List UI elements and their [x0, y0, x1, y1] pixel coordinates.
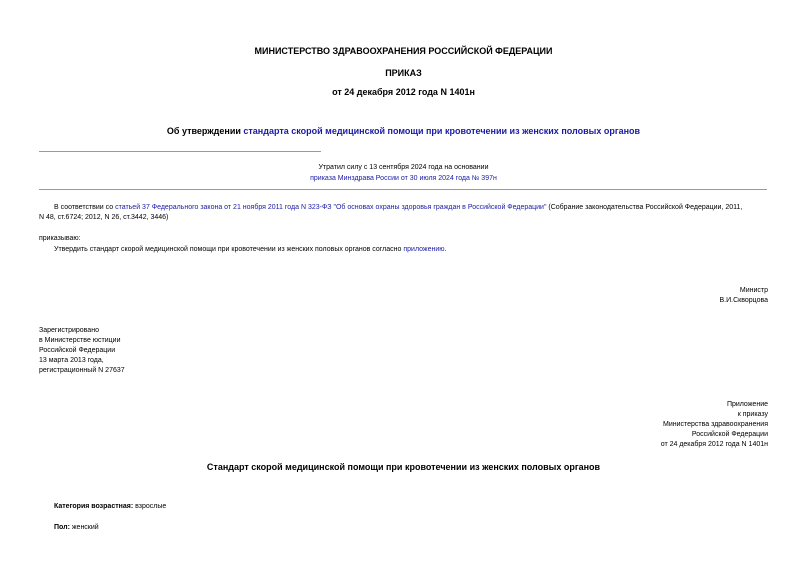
registration-block [39, 326, 125, 376]
approve-end: . [444, 246, 447, 253]
appendix-block [661, 400, 768, 450]
preamble-text-before: В соответствии со [54, 204, 116, 211]
sex-value: женский [69, 524, 99, 531]
sex-label: Пол: [54, 524, 70, 531]
approve-text: Утвердить стандарт скорой медицинской помощи при кровотечении из женских половых органов согласно [54, 246, 404, 253]
approve-paragraph [54, 245, 447, 255]
registration-line-5: регистрационный N 27637 [39, 367, 125, 374]
divider-short [39, 151, 321, 152]
ministry-heading: МИНИСТЕРСТВО ЗДРАВООХРАНЕНИЯ РОССИЙСКОЙ ФЕДЕРАЦИИ [254, 46, 553, 56]
appendix-line-2: к приказу [737, 411, 768, 418]
appendix-line-5: от 24 декабря 2012 года N 1401н [660, 441, 768, 448]
appendix-link[interactable]: приложению [403, 246, 445, 253]
repeal-order-link[interactable]: приказа Минздрава России от 30 июля 2024 года № 397н [310, 175, 497, 182]
prikazyvayu: приказываю: [39, 235, 81, 242]
status-line-1: Утратил силу с 13 сентября 2024 года на основании [318, 164, 489, 171]
registration-line-4: 13 марта 2013 года, [39, 357, 104, 364]
signature-name: В.И.Скворцова [719, 297, 768, 304]
signature-position: Министр [739, 287, 768, 294]
status-line-2 [0, 175, 807, 182]
federal-law-link[interactable]: "Об основах охраны здоровья граждан в Российской Федерации" [333, 204, 547, 211]
age-category-label: Категория возрастная: [54, 503, 134, 510]
appendix-line-1: Приложение [726, 401, 768, 408]
registration-line-1: Зарегистрировано [39, 327, 99, 334]
appendix-line-3: Министерства здравоохранения [663, 421, 768, 428]
doc-title-link[interactable]: стандарта скорой медицинской помощи при кровотечении из женских половых органов [243, 126, 641, 136]
doc-title [0, 126, 807, 136]
divider-long [39, 189, 767, 190]
doc-title-prefix: Об утверждении [166, 126, 244, 136]
age-category-value: взрослые [133, 503, 167, 510]
preamble-line-2: N 48, ст.6724; 2012, N 26, ст.3442, 3446) [39, 214, 169, 221]
doc-type-heading: ПРИКАЗ [385, 68, 422, 78]
preamble-text-after: (Собрание законодательства Российской Федерации, 2011, [546, 204, 743, 211]
preamble-line-1 [54, 203, 742, 213]
appendix-line-4: Российской Федерации [691, 431, 768, 438]
standard-title: Стандарт скорой медицинской помощи при кровотечении из женских половых органов [206, 462, 601, 472]
doc-date-number: от 24 декабря 2012 года N 1401н [332, 87, 475, 97]
age-category-row [54, 502, 166, 512]
registration-line-2: в Министерстве юстиции [39, 337, 121, 344]
sex-row [54, 523, 99, 533]
registration-line-3: Российской Федерации [39, 347, 116, 354]
article-37-link[interactable]: статьей 37 Федерального закона от 21 ноября 2011 года N 323-ФЗ [115, 204, 332, 211]
